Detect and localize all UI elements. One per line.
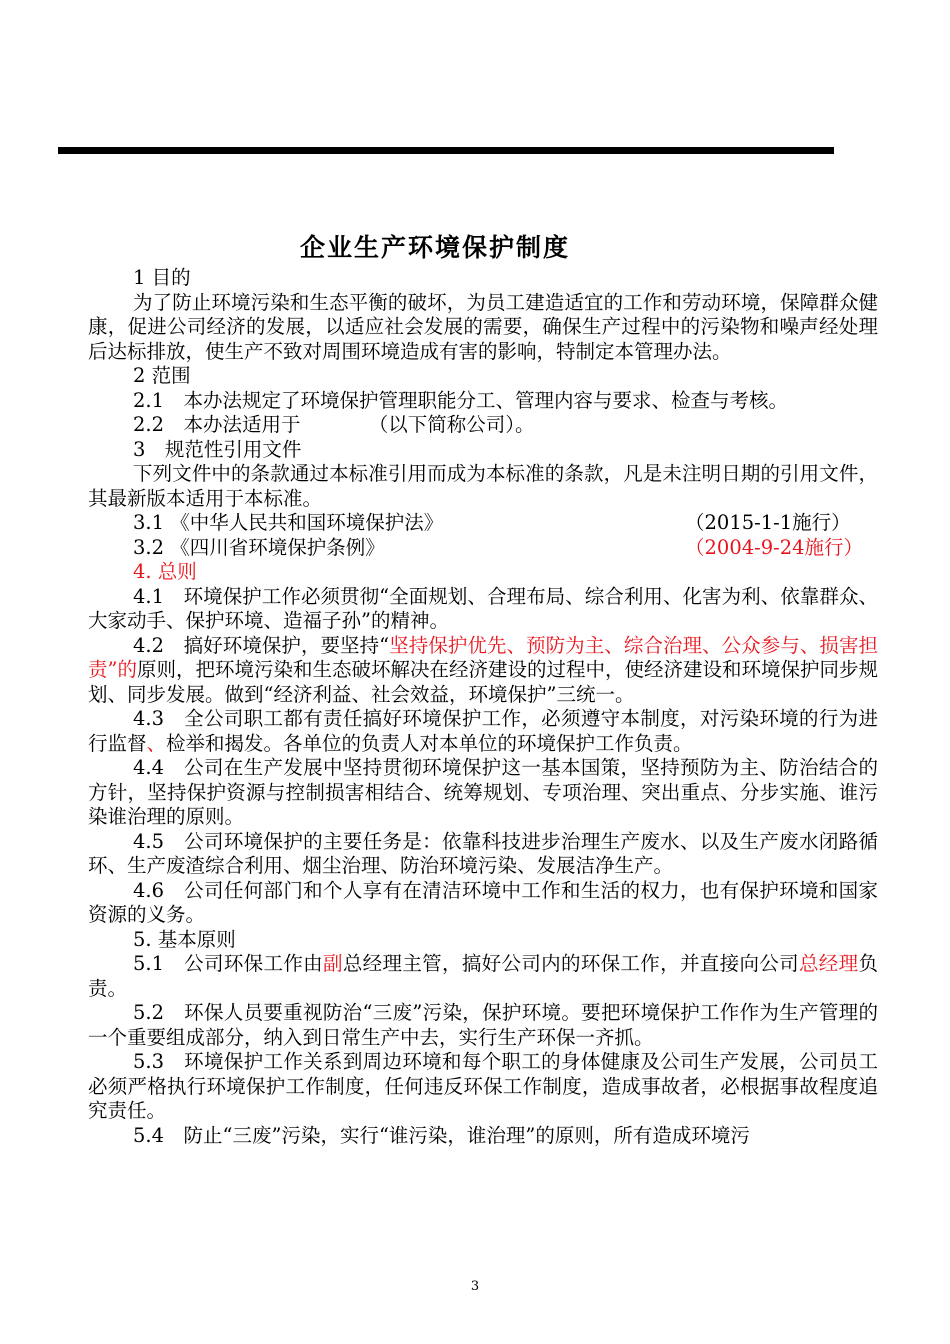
section-3-heading: 3 规范性引用文件 bbox=[133, 437, 302, 461]
clause-5-2: 5.2 环保人员要重视防治“三废”污染，保护环境。要把环境保护工作作为生产管理的一个重要组成部分，纳入到日常生产中去，实行生产环保一齐抓。 bbox=[88, 1001, 878, 1049]
reference-3-2-date: （2004-9-24施行） bbox=[685, 535, 864, 559]
clause-4-3-post: 检举和揭发。各单位的负责人对本单位的环境保护工作负责。 bbox=[166, 731, 693, 755]
reference-3-2 bbox=[88, 536, 878, 561]
clause-5-1 bbox=[88, 952, 878, 1001]
clause-5-1-highlight-2: 总经理 bbox=[798, 952, 859, 975]
clause-5-1-b: 总经理主管，搞好公司内的环保工作，并直接向公司 bbox=[342, 952, 799, 975]
clause-4-1: 4.1 环境保护工作必须贯彻“全面规划、合理布局、综合利用、化害为利、依靠群众、大家动手、保护环境、造福子孙”的精神。 bbox=[88, 584, 878, 632]
clause-5-3: 5.3 环境保护工作关系到周边环境和每个职工的身体健康及公司生产发展，公司员工必须严格执行环境保护工作制度，任何违反环保工作制度，造成事故者，必根据事故程度追究责任。 bbox=[88, 1050, 878, 1122]
section-2-heading: 2 范围 bbox=[133, 364, 191, 387]
clause-4-3-pre: 4.3 全公司职工都有责任搞好环境保护工作，必须遵守本制度，对污染环境的行为进行监督 bbox=[88, 707, 878, 755]
clause-4-6: 4.6 公司任何部门和个人享有在清洁环境中工作和生活的权力，也有保护环境和国家资源的义务。 bbox=[88, 878, 878, 926]
clause-5-1-a: 5.1 公司环保工作由 bbox=[133, 952, 323, 975]
reference-3-1 bbox=[88, 511, 878, 536]
clause-5-1-highlight-1: 副 bbox=[323, 952, 343, 975]
header-rule bbox=[58, 147, 834, 154]
clause-5-4: 5.4 防止“三废”污染，实行“谁污染，谁治理”的原则，所有造成环境污 bbox=[133, 1123, 750, 1147]
reference-3-2-name: 3.2 《四川省环境保护条例》 bbox=[133, 535, 385, 559]
reference-3-1-date: （2015-1-1施行） bbox=[685, 511, 851, 534]
clause-5-1-c: 负责。 bbox=[88, 952, 878, 1000]
section-5-heading: 5. 基本原则 bbox=[133, 927, 236, 951]
section-4-heading: 4. 总则 bbox=[133, 560, 197, 583]
clause-2-1: 2.1 本办法规定了环境保护管理职能分工、管理内容与要求、检查与考核。 bbox=[133, 388, 789, 412]
clause-4-4: 4.4 公司在生产发展中坚持贯彻环境保护这一基本国策，坚持预防为主、防治结合的方针，坚持保护资源与控制损害相结合、统筹规划、专项治理、突出重点、分步实施、谁污染谁治理的原则。 bbox=[88, 756, 878, 828]
section-3-body: 下列文件中的条款通过本标准引用而成为本标准的条款，凡是未注明日期的引用文件，其最新版本适用于本标准。 bbox=[88, 462, 878, 510]
clause-4-2-pre: 4.2 搞好环境保护，要坚持“ bbox=[133, 633, 390, 657]
clause-4-3-highlight: 、 bbox=[146, 731, 167, 755]
clause-2-2: 2.2 本办法适用于 （以下简称公司）。 bbox=[133, 413, 535, 436]
document-body bbox=[88, 266, 878, 1148]
clause-4-3 bbox=[88, 707, 878, 756]
page-number: 3 bbox=[470, 1279, 480, 1294]
clause-4-2-post: 原则，把环境污染和生态破坏解决在经济建设的过程中，使经济建设和环境保护同步规划、同步发展。做到“经济利益、社会效益，环境保护”三统一。 bbox=[88, 658, 878, 706]
section-1-heading: 1 目的 bbox=[133, 266, 191, 289]
document-title: 企业生产环境保护制度 bbox=[299, 233, 570, 262]
clause-4-2-highlight: 坚持保护优先、预防为主、综合治理、公众参与、损害担责”的 bbox=[88, 633, 878, 681]
clause-4-5: 4.5 公司环境保护的主要任务是：依靠科技进步治理生产废水、以及生产废水闭路循环、生产废渣综合利用、烟尘治理、防治环境污染、发展洁净生产。 bbox=[88, 829, 878, 877]
reference-3-1-name: 3.1 《中华人民共和国环境保护法》 bbox=[133, 511, 444, 534]
section-1-body: 为了防止环境污染和生态平衡的破坏，为员工建造适宜的工作和劳动环境，保障群众健康，促进公司经济的发展，以适应社会发展的需要，确保生产过程中的污染物和噪声经处理后达标排放，使生产不致对周围环境造成有害的影响，特制定本管理办法。 bbox=[88, 290, 878, 363]
clause-4-2 bbox=[88, 634, 878, 708]
